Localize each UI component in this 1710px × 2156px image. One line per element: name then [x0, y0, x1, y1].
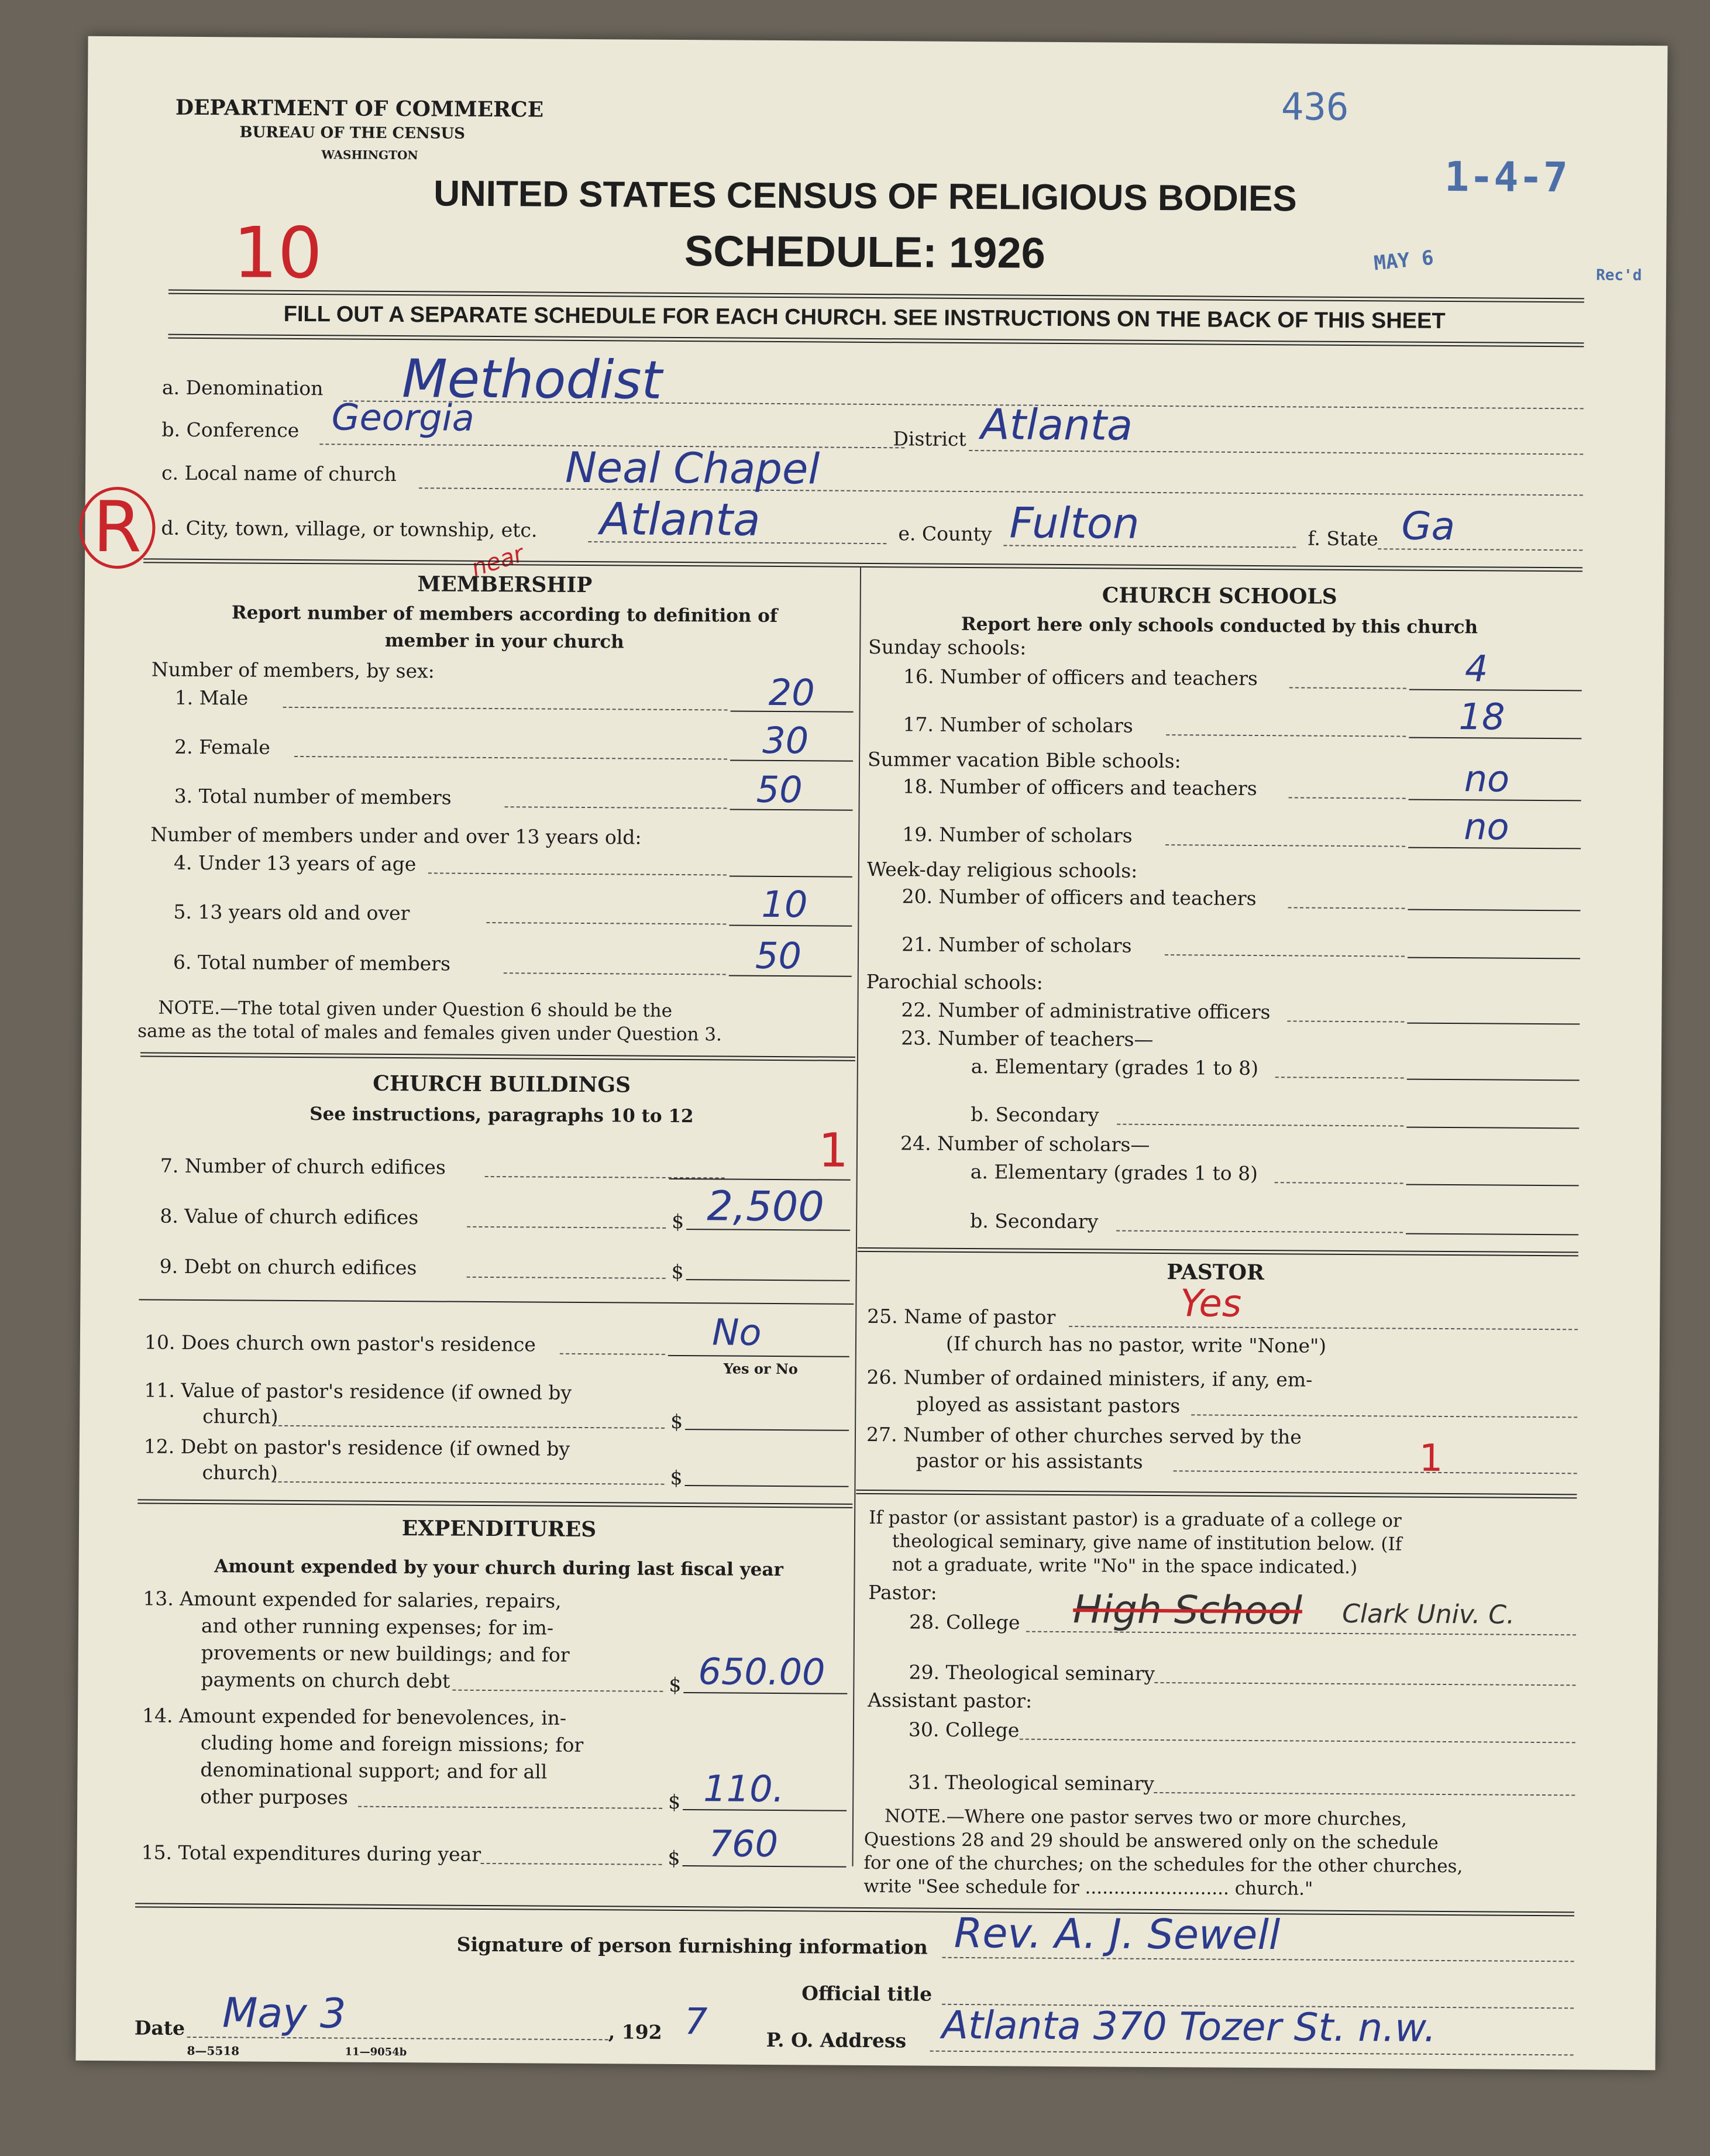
buildings-divider	[137, 1499, 852, 1508]
q21-label: 21. Number of scholars	[902, 933, 1132, 957]
q26-leader	[1191, 1414, 1577, 1418]
pastor-note-2: Questions 28 and 29 should be answered only on the schedule	[863, 1828, 1439, 1854]
po-address-value: Atlanta 370 Tozer St. n.w.	[941, 2002, 1437, 2051]
date-value: May 3	[222, 1989, 346, 2038]
q11-dollar-sign: $	[670, 1409, 683, 1433]
q13-label-line2: and other running expenses; for im-	[201, 1614, 554, 1639]
schools-divider	[858, 1247, 1578, 1257]
membership-intro-1: Report number of members according to definition of	[231, 602, 778, 627]
q24a-leader	[1275, 1182, 1403, 1184]
signature-value: Rev. A. J. Sewell	[954, 1909, 1281, 1959]
schools-heading: CHURCH SCHOOLS	[1102, 583, 1337, 609]
q20-leader	[1288, 907, 1405, 909]
q13-label-line1: 13. Amount expended for salaries, repairs,	[143, 1587, 562, 1612]
q26-label-line1: 26. Number of ordained ministers, if any, em-	[866, 1365, 1313, 1391]
q2-leader	[294, 756, 727, 760]
q20-answer-line	[1408, 909, 1581, 912]
q4-answer-line	[730, 876, 852, 878]
city-value: Atlanta	[600, 493, 761, 546]
archive-number-stamp: 436	[1281, 85, 1349, 129]
pastor-note-4: write "See schedule for ......................... church."	[863, 1875, 1313, 1900]
pastor-note-1: NOTE.—Where one pastor serves two or more churches,	[884, 1806, 1408, 1830]
red-pencil-insert: near	[468, 540, 527, 582]
q1-male-label: 1. Male	[174, 686, 249, 710]
q24b-answer-line	[1406, 1233, 1578, 1236]
membership-heading: MEMBERSHIP	[417, 572, 593, 598]
pastor-note-3: for one of the churches; on the schedules for the other churches,	[863, 1852, 1463, 1878]
pastor-subheading: Pastor:	[868, 1580, 937, 1604]
graduate-instruction-3: not a graduate, write "No" in the space indicated.)	[892, 1554, 1358, 1579]
q14-label-line1: 14. Amount expended for benevolences, in-	[142, 1704, 567, 1729]
q25-line	[1069, 1326, 1578, 1330]
q10-leader	[560, 1353, 665, 1355]
census-schedule-sheet	[75, 36, 1667, 2070]
city-label: d. City, town, village, or township, etc.	[161, 516, 538, 542]
form-subtitle: SCHEDULE: 1926	[684, 226, 1046, 277]
district-label: District	[893, 427, 966, 451]
q16-label: 16. Number of officers and teachers	[903, 665, 1258, 690]
identification-divider	[143, 558, 1582, 572]
members-by-sex-label: Number of members, by sex:	[151, 658, 435, 683]
q6-total-label: 6. Total number of members	[173, 950, 451, 975]
q15-leader	[481, 1863, 662, 1865]
q29-line	[1154, 1682, 1575, 1686]
q25-label: 25. Name of pastor	[867, 1304, 1056, 1329]
official-title-label: Official title	[801, 1982, 933, 2006]
q30-label: 30. College	[908, 1718, 1020, 1742]
q1-leader	[283, 707, 728, 711]
q17-label: 17. Number of scholars	[903, 713, 1133, 737]
q22-leader	[1287, 1020, 1404, 1022]
received-label-stamp: Rec'd	[1596, 266, 1642, 285]
district-value: Atlanta	[980, 400, 1133, 450]
q5-over13-value: 10	[761, 882, 808, 926]
q3-leader	[505, 806, 727, 809]
q2-female-value: 30	[762, 718, 809, 762]
q12-leader	[272, 1481, 664, 1485]
q10-yes-no-hint: Yes or No	[723, 1360, 798, 1378]
church-name-label: c. Local name of church	[161, 461, 397, 486]
debt-divider	[139, 1299, 854, 1304]
bureau-name: BUREAU OF THE CENSUS	[239, 123, 466, 143]
q22-label: 22. Number of administrative officers	[901, 998, 1271, 1024]
denomination-value: Methodist	[401, 348, 663, 411]
q14-dollar-sign: $	[668, 1790, 681, 1814]
membership-note-1: NOTE.—The total given under Question 6 should be the	[158, 997, 673, 1022]
red-circled-letter: R	[79, 487, 156, 569]
q31-line	[1154, 1792, 1575, 1796]
county-value: Fulton	[1009, 498, 1140, 548]
q18-value: no	[1464, 757, 1510, 800]
red-handwritten-number: 10	[232, 212, 323, 295]
membership-note-2: same as the total of males and females given under Question 3.	[137, 1020, 722, 1046]
q24b-label: b. Secondary	[970, 1209, 1099, 1233]
state-label: f. State	[1308, 527, 1378, 551]
q9-leader	[467, 1277, 666, 1279]
column-divider	[852, 568, 862, 1866]
footer-divider	[135, 1903, 1574, 1916]
q14-label-line3: denominational support; and for all	[200, 1758, 548, 1783]
q14-label-line2: cluding home and foreign missions; for	[200, 1731, 584, 1757]
q30-line	[1020, 1739, 1575, 1744]
header-divider	[168, 290, 1584, 303]
print-number: 11—9054b	[345, 2045, 407, 2059]
q18-leader	[1289, 797, 1406, 799]
schools-subheading: Report here only schools conducted by this church	[961, 613, 1478, 638]
q9-debt-label: 9. Debt on church edifices	[159, 1254, 417, 1280]
buildings-subheading: See instructions, paragraphs 10 to 12	[309, 1103, 694, 1127]
expenditures-subheading: Amount expended by your church during last fiscal year	[214, 1556, 783, 1581]
year-value: 7	[684, 2000, 708, 2043]
summer-schools-label: Summer vacation Bible schools:	[867, 747, 1181, 773]
q7-answer-line	[669, 1178, 851, 1181]
q3-total-value: 50	[756, 768, 803, 811]
form-number: 8—5518	[187, 2043, 240, 2058]
q28-label: 28. College	[909, 1610, 1020, 1634]
q10-answer-line	[668, 1355, 849, 1357]
q19-leader	[1165, 844, 1405, 847]
q25-hint: (If church has no pastor, write "None")	[945, 1332, 1327, 1357]
expenditures-heading: EXPENDITURES	[401, 1516, 597, 1542]
q16-value: 4	[1464, 647, 1488, 690]
q12-label-line1: 12. Debt on pastor's residence (if owned by	[143, 1435, 570, 1460]
q19-label: 19. Number of scholars	[902, 823, 1133, 847]
q8-leader	[467, 1226, 666, 1229]
conference-value: Georgia	[331, 396, 475, 439]
q7-edifices-value: 1	[818, 1123, 849, 1178]
q8-value: 2,500	[707, 1182, 825, 1231]
pastor-heading: PASTOR	[1167, 1260, 1265, 1285]
q9-dollar-sign: $	[671, 1260, 684, 1284]
q3-total-label: 3. Total number of members	[174, 784, 452, 809]
q4-leader	[428, 872, 727, 875]
q9-answer-line	[686, 1279, 850, 1281]
q6-total-value: 50	[755, 934, 802, 978]
signature-label: Signature of person furnishing information	[456, 1933, 928, 1959]
q1-male-value: 20	[768, 670, 815, 714]
q23b-label: b. Secondary	[971, 1103, 1099, 1127]
q12-answer-line	[684, 1485, 848, 1487]
q26-label-line2: ployed as assistant pastors	[916, 1392, 1181, 1418]
q13-value: 650.00	[698, 1650, 825, 1694]
q16-leader	[1289, 687, 1406, 689]
conference-label: b. Conference	[161, 418, 300, 442]
department-name: DEPARTMENT OF COMMERCE	[175, 95, 544, 122]
q5-over13-label: 5. 13 years old and over	[173, 900, 410, 925]
q5-leader	[486, 922, 726, 925]
q4-under13-label: 4. Under 13 years of age	[173, 851, 417, 876]
denomination-label: a. Denomination	[161, 376, 324, 400]
q28-value: Clark Univ. C.	[1342, 1598, 1515, 1630]
graduate-instruction-2: theological seminary, give name of institution below. (If	[892, 1531, 1402, 1555]
q23a-leader	[1275, 1077, 1404, 1078]
q11-label-line2: church)	[202, 1405, 278, 1428]
assistant-subheading: Assistant pastor:	[868, 1688, 1033, 1713]
q20-label: 20. Number of officers and teachers	[902, 885, 1257, 910]
year-prefix: , 192	[608, 2020, 662, 2044]
q29-label: 29. Theological seminary	[909, 1660, 1155, 1685]
q24b-leader	[1116, 1230, 1403, 1233]
q15-total-label: 15. Total expenditures during year	[141, 1841, 481, 1866]
members-by-age-label: Number of members under and over 13 years old:	[150, 823, 642, 849]
membership-divider	[140, 1052, 855, 1061]
membership-intro-2: member in your church	[384, 630, 624, 653]
q13-leader	[452, 1690, 663, 1692]
q24a-answer-line	[1406, 1184, 1579, 1187]
q22-answer-line	[1407, 1023, 1580, 1025]
q12-label-line2: church)	[202, 1461, 278, 1484]
state-value: Ga	[1401, 503, 1456, 549]
q23a-answer-line	[1407, 1079, 1580, 1081]
q28-struck-value: High School	[1072, 1587, 1303, 1634]
q19-value: no	[1464, 805, 1509, 848]
q27-label-line1: 27. Number of other churches served by the	[866, 1422, 1302, 1449]
q17-value: 18	[1458, 695, 1505, 738]
q25-value: Yes	[1180, 1282, 1242, 1326]
q11-label-line1: 11. Value of pastor's residence (if owned by	[144, 1378, 572, 1404]
q27-value: 1	[1419, 1436, 1443, 1480]
weekday-schools-label: Week-day religious schools:	[866, 857, 1138, 882]
q23b-answer-line	[1406, 1127, 1579, 1129]
q13-label-line4: payments on church debt	[201, 1668, 450, 1693]
q14-value: 110.	[703, 1767, 785, 1811]
q8-value-label: 8. Value of church edifices	[160, 1204, 419, 1229]
q7-edifices-label: 7. Number of church edifices	[160, 1154, 446, 1179]
instruction-divider	[168, 334, 1584, 348]
q15-answer-line	[683, 1865, 847, 1868]
church-name-value: Neal Chapel	[565, 442, 820, 494]
q11-answer-line	[685, 1429, 849, 1431]
state-line	[1378, 548, 1582, 551]
q27-label-line2: pastor or his assistants	[916, 1449, 1143, 1473]
date-line	[187, 2037, 608, 2040]
graduate-instruction-1: If pastor (or assistant pastor) is a graduate of a college or	[869, 1507, 1402, 1532]
q14-leader	[358, 1806, 662, 1809]
q24-label: 24. Number of scholars—	[900, 1132, 1150, 1156]
q2-female-label: 2. Female	[174, 735, 270, 759]
q10-residence-value: No	[711, 1311, 762, 1354]
q15-total-value: 760	[708, 1822, 779, 1866]
q8-dollar-sign: $	[672, 1209, 684, 1233]
q24a-label: a. Elementary (grades 1 to 8)	[970, 1160, 1258, 1185]
q16-answer-line	[1409, 689, 1582, 692]
q12-dollar-sign: $	[670, 1466, 683, 1490]
buildings-heading: CHURCH BUILDINGS	[373, 1071, 631, 1098]
q23-label: 23. Number of teachers—	[901, 1026, 1154, 1051]
county-label: e. County	[898, 522, 992, 546]
q18-label: 18. Number of officers and teachers	[902, 775, 1257, 800]
batch-code-stamp: 1-4-7	[1444, 152, 1568, 202]
q21-leader	[1165, 954, 1405, 957]
q21-answer-line	[1408, 957, 1580, 960]
q23b-leader	[1117, 1124, 1403, 1127]
q10-residence-label: 10. Does church own pastor's residence	[144, 1330, 536, 1356]
parochial-schools-label: Parochial schools:	[866, 969, 1043, 994]
sunday-schools-label: Sunday schools:	[868, 635, 1027, 659]
q17-leader	[1166, 734, 1406, 737]
district-line	[969, 450, 1583, 455]
po-address-line	[930, 2051, 1574, 2056]
bureau-city: WASHINGTON	[321, 147, 418, 163]
separate-schedule-instruction: FILL OUT A SEPARATE SCHEDULE FOR EACH CHURCH. SEE INSTRUCTIONS ON THE BACK OF THIS SHEET	[283, 301, 1446, 333]
q14-label-line4: other purposes	[200, 1785, 349, 1809]
q23a-label: a. Elementary (grades 1 to 8)	[971, 1055, 1259, 1080]
q13-label-line3: provements or new buildings; and for	[201, 1641, 570, 1666]
q27-leader	[1174, 1470, 1577, 1474]
q31-label: 31. Theological seminary	[908, 1770, 1155, 1795]
po-address-label: P. O. Address	[766, 2028, 907, 2052]
received-date-stamp: MAY 6	[1372, 246, 1435, 276]
q6-leader	[504, 972, 726, 975]
pastor-divider	[856, 1490, 1577, 1499]
date-label: Date	[134, 2016, 185, 2040]
q13-dollar-sign: $	[669, 1673, 682, 1697]
form-title: UNITED STATES CENSUS OF RELIGIOUS BODIES	[433, 173, 1297, 219]
q15-dollar-sign: $	[668, 1846, 680, 1870]
q11-leader	[273, 1425, 665, 1429]
